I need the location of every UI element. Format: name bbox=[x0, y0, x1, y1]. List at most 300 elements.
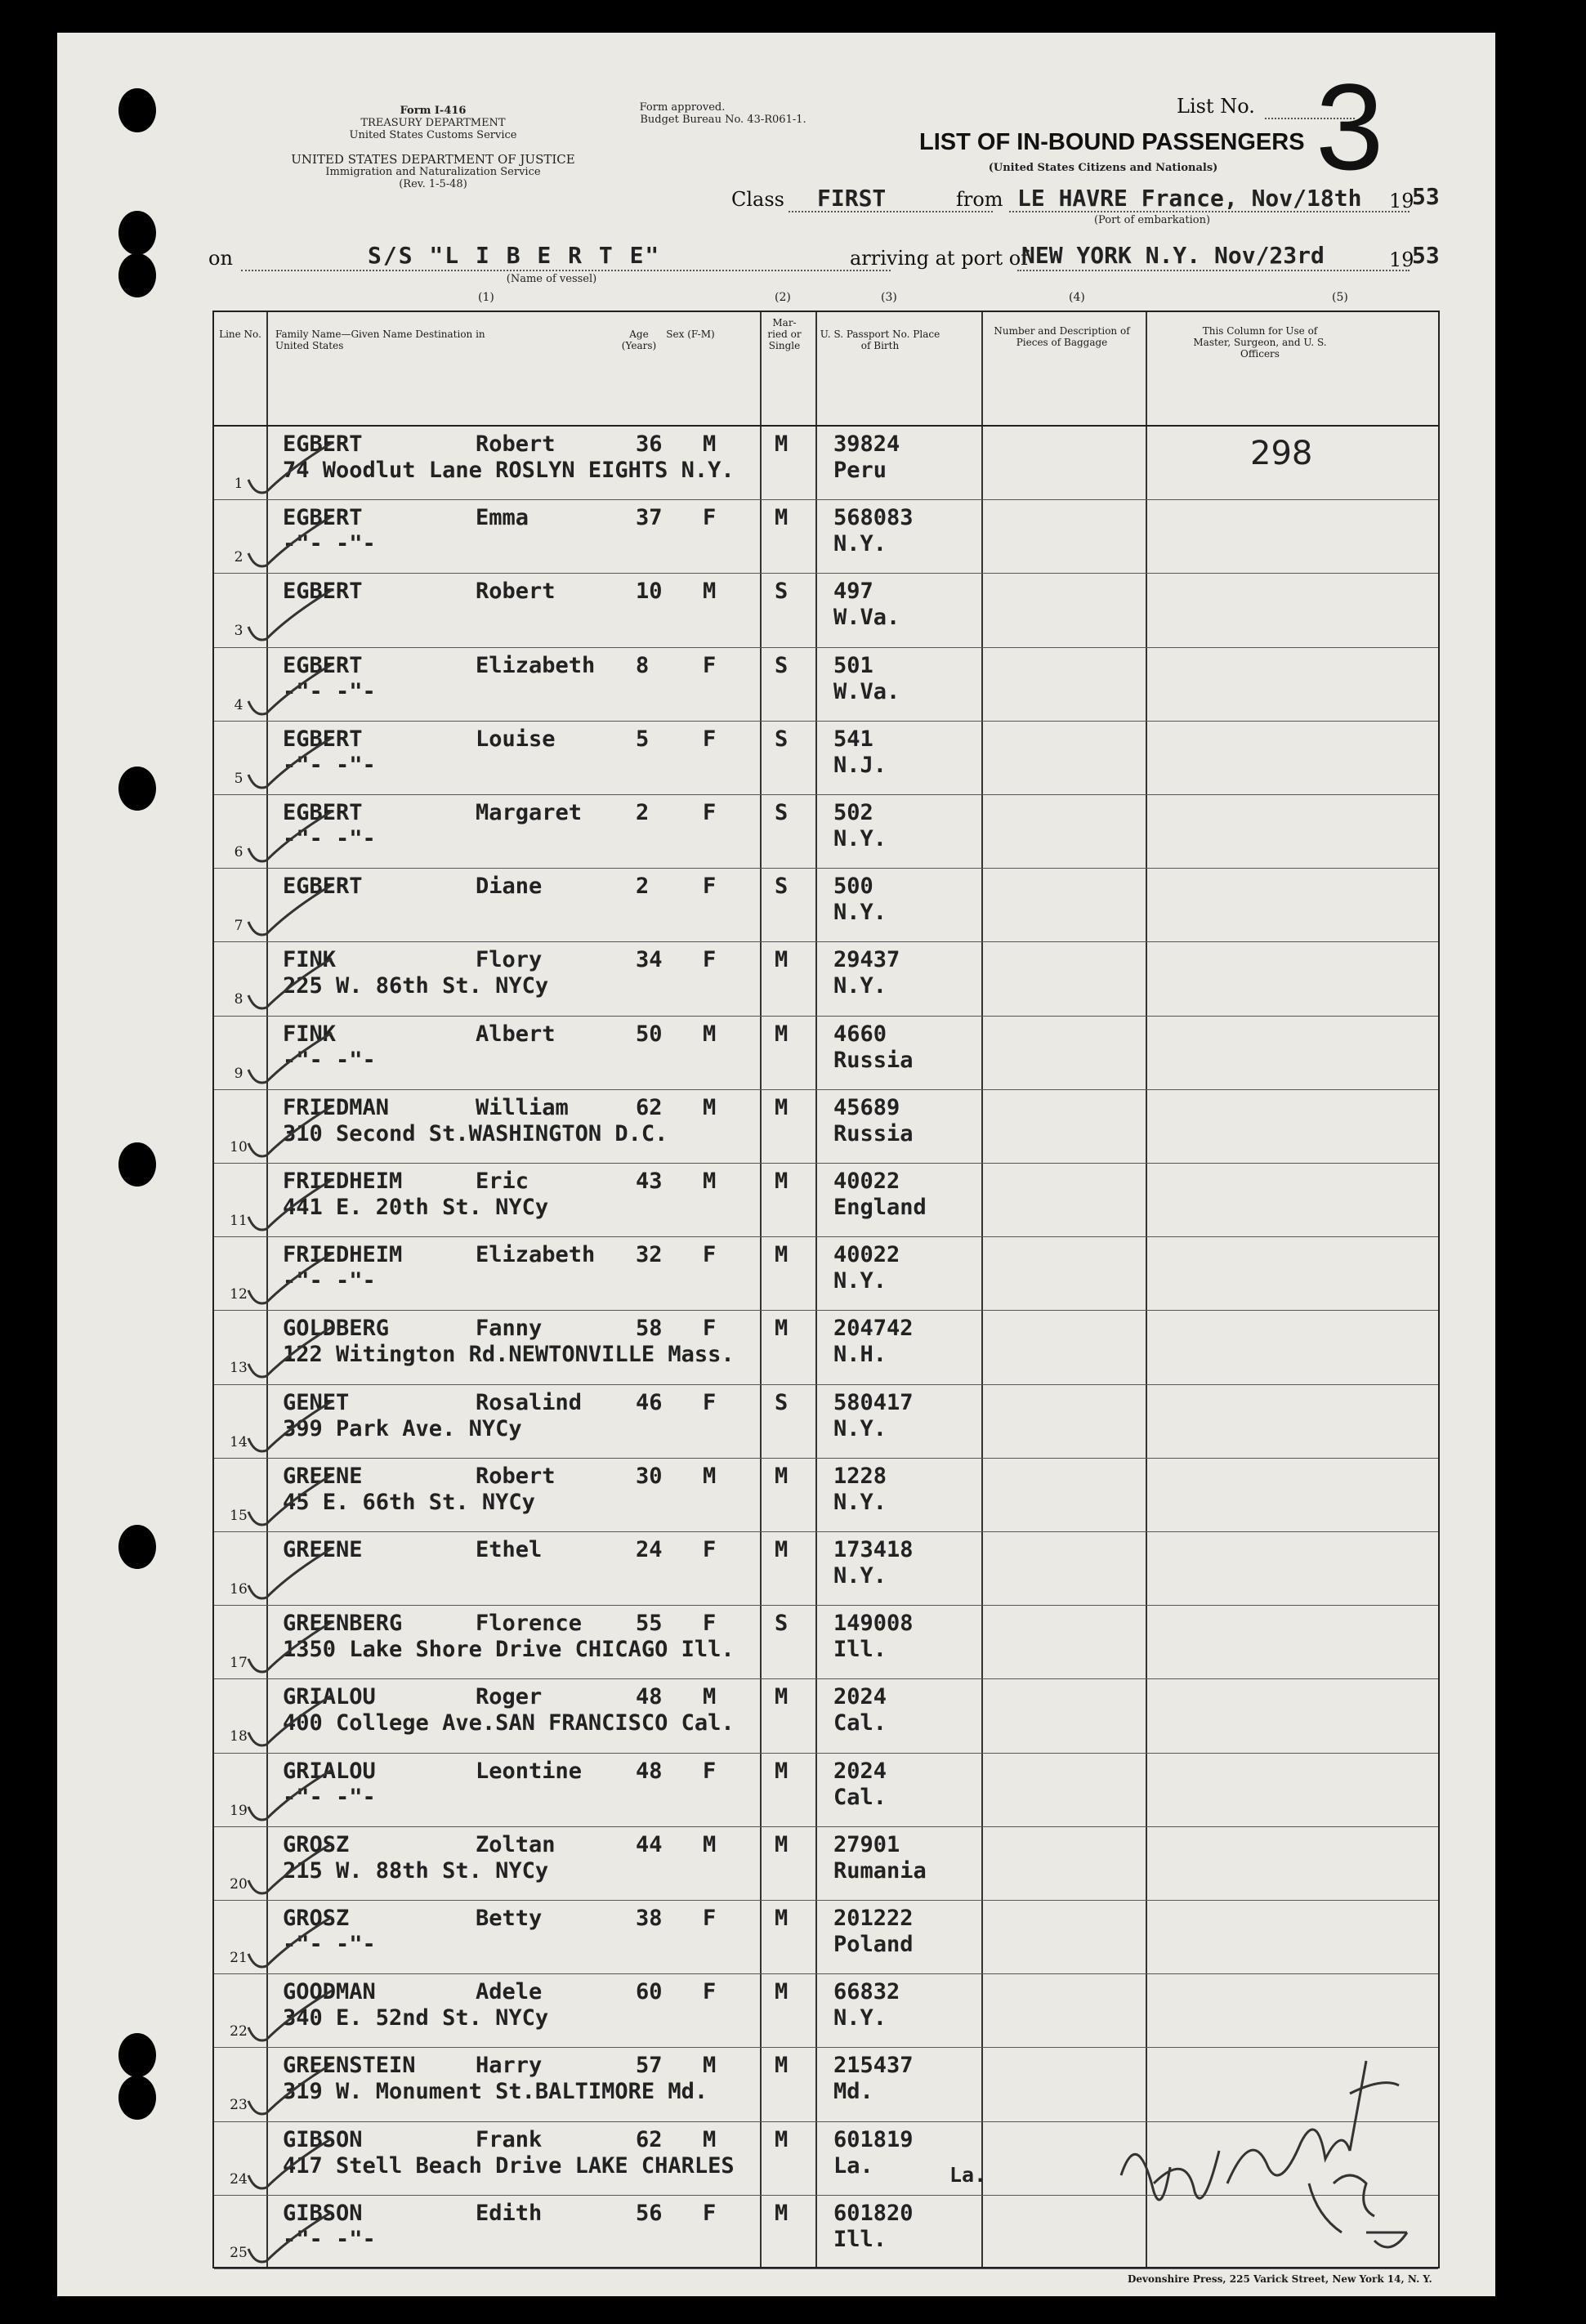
manifest-sheet bbox=[57, 33, 1495, 2296]
marital-status: M bbox=[775, 1831, 789, 1857]
family-name: EGBERT bbox=[283, 726, 363, 752]
given-name: Adele bbox=[476, 1979, 543, 2005]
passport-number: 29437 bbox=[833, 947, 900, 973]
table-row bbox=[214, 648, 1438, 722]
passport-number: 1228 bbox=[833, 1463, 887, 1489]
line-number: 14 bbox=[230, 1433, 248, 1450]
place-of-birth: N.Y. bbox=[833, 973, 887, 999]
class-value: FIRST bbox=[817, 185, 887, 212]
family-name: GREENBERG bbox=[283, 1611, 403, 1637]
table-row bbox=[214, 869, 1438, 942]
col-num-5: (5) bbox=[1332, 291, 1348, 304]
place-of-birth: N.Y. bbox=[833, 900, 887, 926]
check-mark bbox=[242, 1319, 340, 1384]
check-mark bbox=[242, 656, 340, 722]
check-mark bbox=[242, 1098, 340, 1164]
place-of-birth: W.Va. bbox=[833, 678, 900, 704]
check-mark bbox=[242, 1540, 340, 1606]
binder-hole bbox=[118, 2033, 156, 2077]
given-name: Robert bbox=[476, 1463, 556, 1489]
given-name: Diane bbox=[476, 874, 543, 900]
sex: F bbox=[703, 1758, 717, 1784]
marital-status: M bbox=[775, 1758, 789, 1784]
age: 5 bbox=[636, 726, 650, 752]
sex: M bbox=[703, 1831, 717, 1857]
line-number: 10 bbox=[230, 1138, 248, 1155]
given-name: Roger bbox=[476, 1684, 543, 1710]
table-row bbox=[214, 1459, 1438, 1532]
age: 55 bbox=[636, 1611, 663, 1637]
destination: 319 W. Monument St.BALTIMORE Md. bbox=[283, 2079, 708, 2105]
check-mark bbox=[242, 1025, 340, 1090]
age: 36 bbox=[636, 431, 663, 457]
family-name: EGBERT bbox=[283, 652, 363, 678]
age: 56 bbox=[636, 2200, 663, 2226]
place-of-birth: Poland bbox=[833, 1932, 914, 1957]
table-row bbox=[214, 1901, 1438, 1974]
destination: 441 E. 20th St. NYCy bbox=[283, 1195, 549, 1220]
age: 32 bbox=[636, 1242, 663, 1268]
check-mark bbox=[242, 1982, 340, 2048]
family-name: GREENSTEIN bbox=[283, 2053, 416, 2079]
col-num-4: (4) bbox=[1069, 291, 1085, 304]
check-mark bbox=[242, 2204, 340, 2269]
passport-number: 173418 bbox=[833, 1537, 914, 1562]
binder-hole bbox=[118, 1142, 156, 1187]
passport-number: 601819 bbox=[833, 2126, 914, 2152]
marital-status: S bbox=[775, 874, 789, 900]
passport-number: 45689 bbox=[833, 1094, 900, 1120]
binder-hole bbox=[118, 766, 156, 811]
destination: -"- -"- bbox=[283, 1268, 376, 1294]
family-name: FRIEDHEIM bbox=[283, 1169, 403, 1194]
year-prefix: 19 bbox=[1389, 190, 1414, 212]
on-label: on bbox=[208, 247, 233, 270]
given-name: Zoltan bbox=[476, 1831, 556, 1857]
table-row bbox=[214, 1090, 1438, 1164]
given-name: William bbox=[476, 1094, 569, 1120]
given-name: Elizabeth bbox=[476, 1242, 596, 1268]
marital-status: M bbox=[775, 947, 789, 973]
marital-status: M bbox=[775, 2126, 789, 2152]
col-header-age: Age (Years) bbox=[621, 328, 657, 351]
family-name: EGBERT bbox=[283, 874, 363, 900]
marital-status: M bbox=[775, 2200, 789, 2226]
form-number: Form I-416 bbox=[400, 105, 467, 117]
table-row bbox=[214, 1017, 1438, 1090]
sex: M bbox=[703, 579, 717, 605]
age: 62 bbox=[636, 2126, 663, 2152]
marital-status: M bbox=[775, 1169, 789, 1194]
passport-number: 215437 bbox=[833, 2053, 914, 2079]
form-service: United States Customs Service bbox=[349, 129, 517, 141]
marital-status: M bbox=[775, 1684, 789, 1710]
sex: F bbox=[703, 947, 717, 973]
class-label: Class bbox=[731, 188, 784, 211]
marital-status: M bbox=[775, 2053, 789, 2079]
check-mark bbox=[242, 1393, 340, 1459]
place-of-birth: Russia bbox=[833, 1047, 914, 1073]
age: 2 bbox=[636, 800, 650, 825]
marital-status: M bbox=[775, 1094, 789, 1120]
age: 43 bbox=[636, 1169, 663, 1194]
passport-number: 204742 bbox=[833, 1316, 914, 1342]
form-rev: (Rev. 1-5-48) bbox=[399, 178, 467, 190]
check-mark bbox=[242, 435, 340, 500]
line-number: 5 bbox=[234, 770, 243, 787]
line-number: 2 bbox=[234, 549, 243, 566]
given-name: Albert bbox=[476, 1021, 556, 1047]
destination: 417 Stell Beach Drive LAKE CHARLES bbox=[283, 2152, 735, 2179]
family-name: GROSZ bbox=[283, 1906, 350, 1931]
passport-number: 39824 bbox=[833, 431, 900, 457]
age: 50 bbox=[636, 1021, 663, 1047]
family-name: GENET bbox=[283, 1389, 350, 1415]
line-number: 19 bbox=[230, 1802, 248, 1819]
destination: -"- -"- bbox=[283, 2226, 376, 2252]
sex: F bbox=[703, 800, 717, 825]
marital-status: M bbox=[775, 1979, 789, 2005]
sex: M bbox=[703, 1684, 717, 1710]
sex: M bbox=[703, 1094, 717, 1120]
destination: 310 Second St.WASHINGTON D.C. bbox=[283, 1120, 668, 1146]
age: 38 bbox=[636, 1906, 663, 1931]
check-mark bbox=[242, 877, 340, 942]
table-row bbox=[214, 1679, 1438, 1753]
sex: F bbox=[703, 726, 717, 752]
sex: F bbox=[703, 652, 717, 678]
col-num-2: (2) bbox=[775, 291, 791, 304]
place-of-birth: Russia bbox=[833, 1120, 914, 1146]
age: 24 bbox=[636, 1537, 663, 1562]
given-name: Margaret bbox=[476, 800, 583, 825]
port-of-embarkation: LE HAVRE France, Nov/18th bbox=[1017, 185, 1362, 212]
marital-status: M bbox=[775, 1242, 789, 1268]
family-name: FRIEDMAN bbox=[283, 1094, 390, 1120]
port-embark-caption: (Port of embarkation) bbox=[1093, 214, 1211, 226]
line-number: 24 bbox=[230, 2170, 248, 2188]
age: 30 bbox=[636, 1463, 663, 1489]
line-number: 23 bbox=[230, 2097, 248, 2114]
family-name: GIBSON bbox=[283, 2126, 363, 2152]
age: 57 bbox=[636, 2053, 663, 2079]
sex: F bbox=[703, 505, 717, 531]
age: 48 bbox=[636, 1684, 663, 1710]
line-number: 17 bbox=[230, 1655, 248, 1672]
sex: M bbox=[703, 2053, 717, 2079]
place-of-birth: W.Va. bbox=[833, 605, 900, 631]
sex: F bbox=[703, 1537, 717, 1562]
passport-number: 541 bbox=[833, 726, 873, 752]
sex: M bbox=[703, 431, 717, 457]
destination: 215 W. 88th St. NYCy bbox=[283, 1857, 549, 1884]
destination: -"- -"- bbox=[283, 826, 376, 851]
passport-number: 501 bbox=[833, 652, 873, 678]
arrival-year: 53 bbox=[1412, 242, 1440, 269]
destination: 225 W. 86th St. NYCy bbox=[283, 973, 549, 999]
table-row bbox=[214, 942, 1438, 1016]
destination: 74 Woodlut Lane ROSLYN EIGHTS N.Y. bbox=[283, 458, 735, 483]
given-name: Elizabeth bbox=[476, 652, 596, 678]
marital-status: S bbox=[775, 1389, 789, 1415]
table-row bbox=[214, 1385, 1438, 1459]
table-row bbox=[214, 795, 1438, 869]
table-row bbox=[214, 1606, 1438, 1679]
sex: F bbox=[703, 1979, 717, 2005]
table-row bbox=[214, 1237, 1438, 1311]
table-row bbox=[214, 574, 1438, 647]
family-name: GRIALOU bbox=[283, 1758, 376, 1784]
given-name: Eric bbox=[476, 1169, 529, 1194]
col-header-sex: Sex (F-M) bbox=[666, 328, 715, 340]
sex: F bbox=[703, 874, 717, 900]
sex: F bbox=[703, 2200, 717, 2226]
family-name: GROSZ bbox=[283, 1831, 350, 1857]
line-number: 9 bbox=[234, 1065, 243, 1082]
line-number: 1 bbox=[234, 476, 243, 492]
family-name: EGBERT bbox=[283, 579, 363, 605]
given-name: Robert bbox=[476, 579, 556, 605]
passport-number: 4660 bbox=[833, 1021, 887, 1047]
form-ins: Immigration and Naturalization Service bbox=[325, 166, 541, 178]
check-mark bbox=[242, 1172, 340, 1237]
sex: M bbox=[703, 1463, 717, 1489]
passenger-table bbox=[212, 311, 1440, 2268]
marital-status: S bbox=[775, 652, 789, 678]
family-name: FINK bbox=[283, 1021, 337, 1047]
passport-number: 40022 bbox=[833, 1169, 900, 1194]
given-name: Louise bbox=[476, 726, 556, 752]
list-number: 3 bbox=[1316, 58, 1384, 195]
binder-hole bbox=[118, 88, 156, 132]
age: 58 bbox=[636, 1316, 663, 1342]
given-name: Edith bbox=[476, 2200, 543, 2226]
line-number: 3 bbox=[234, 623, 243, 640]
sex: F bbox=[703, 1611, 717, 1637]
age: 46 bbox=[636, 1389, 663, 1415]
given-name: Rosalind bbox=[476, 1389, 583, 1415]
place-of-birth: Rumania bbox=[833, 1857, 927, 1884]
place-of-birth: N.J. bbox=[833, 752, 887, 778]
table-row bbox=[214, 722, 1438, 795]
marital-status: S bbox=[775, 726, 789, 752]
binder-hole bbox=[118, 1525, 156, 1569]
given-name: Betty bbox=[476, 1906, 543, 1931]
destination: 399 Park Ave. NYCy bbox=[283, 1415, 522, 1441]
age: 10 bbox=[636, 579, 663, 605]
passport-number: 497 bbox=[833, 579, 873, 605]
place-of-birth: Cal. bbox=[833, 1710, 887, 1736]
destination: 400 College Ave.SAN FRANCISCO Cal. bbox=[283, 1710, 735, 1736]
destination: 45 E. 66th St. NYCy bbox=[283, 1489, 535, 1515]
age: 8 bbox=[636, 652, 650, 678]
table-row bbox=[214, 1164, 1438, 1237]
family-name: GRIALOU bbox=[283, 1684, 376, 1710]
check-mark bbox=[242, 950, 340, 1016]
passport-number: 580417 bbox=[833, 1389, 914, 1415]
col-num-1: (1) bbox=[478, 291, 494, 304]
given-name: Leontine bbox=[476, 1758, 583, 1784]
passport-number: 27901 bbox=[833, 1831, 900, 1857]
passport-number: 601820 bbox=[833, 2200, 914, 2226]
arrival-year-prefix: 19 bbox=[1389, 248, 1414, 271]
passport-number: 66832 bbox=[833, 1979, 900, 2005]
check-mark bbox=[242, 1687, 340, 1753]
family-name: EGBERT bbox=[283, 800, 363, 825]
place-of-birth: Peru bbox=[833, 458, 887, 483]
family-name: FRIEDHEIM bbox=[283, 1242, 403, 1268]
sex: F bbox=[703, 1906, 717, 1931]
given-name: Florence bbox=[476, 1611, 583, 1637]
place-of-birth: N.Y. bbox=[833, 826, 887, 851]
family-name: EGBERT bbox=[283, 431, 363, 457]
passport-number: 568083 bbox=[833, 505, 914, 531]
passport-number: 500 bbox=[833, 874, 873, 900]
destination: 122 Witington Rd.NEWTONVILLE Mass. bbox=[283, 1342, 735, 1368]
check-mark bbox=[242, 1909, 340, 1974]
check-mark bbox=[242, 1614, 340, 1679]
col-header-line: Line No. bbox=[219, 328, 261, 340]
marital-status: M bbox=[775, 1021, 789, 1047]
passport-number: 2024 bbox=[833, 1684, 887, 1710]
year-value: 53 bbox=[1412, 183, 1440, 210]
line-number: 21 bbox=[230, 1950, 248, 1966]
family-name: GIBSON bbox=[283, 2200, 363, 2226]
destination: -"- -"- bbox=[283, 678, 376, 704]
line-number: 4 bbox=[234, 696, 243, 713]
row-divider bbox=[214, 2268, 1438, 2269]
arriving-label: arriving at port of bbox=[850, 247, 1029, 270]
check-mark bbox=[242, 1245, 340, 1311]
given-name: Robert bbox=[476, 431, 556, 457]
place-of-birth: N.Y. bbox=[833, 1563, 887, 1589]
binder-hole bbox=[118, 253, 156, 297]
place-of-birth: Cal. bbox=[833, 1784, 887, 1810]
marital-status: S bbox=[775, 800, 789, 825]
given-name: Frank bbox=[476, 2126, 543, 2152]
inspector-signature bbox=[1105, 2028, 1432, 2257]
given-name: Flory bbox=[476, 947, 543, 973]
given-name: Ethel bbox=[476, 1537, 543, 1562]
check-mark bbox=[242, 1835, 340, 1901]
destination: -"- -"- bbox=[283, 752, 376, 778]
check-mark bbox=[242, 730, 340, 795]
form-justice: UNITED STATES DEPARTMENT OF JUSTICE bbox=[291, 152, 575, 167]
sex: F bbox=[703, 1389, 717, 1415]
marital-status: M bbox=[775, 1537, 789, 1562]
sex: M bbox=[703, 2126, 717, 2152]
col-header-name: Family Name—Given Name Destination in United States bbox=[275, 328, 485, 351]
form-approved: Form approved. bbox=[639, 101, 726, 114]
line-number: 16 bbox=[230, 1581, 248, 1598]
check-mark bbox=[242, 1467, 340, 1532]
line-number: 20 bbox=[230, 1875, 248, 1893]
passport-number: 149008 bbox=[833, 1611, 914, 1637]
printer-footer: Devonshire Press, 225 Varick Street, New York 14, N. Y. bbox=[1128, 2273, 1432, 2285]
destination: -"- -"- bbox=[283, 1784, 376, 1810]
check-mark bbox=[242, 508, 340, 574]
family-name: EGBERT bbox=[283, 505, 363, 531]
table-row bbox=[214, 1754, 1438, 1827]
line-number: 15 bbox=[230, 1507, 248, 1524]
destination: 1350 Lake Shore Drive CHICAGO Ill. bbox=[283, 1637, 735, 1663]
binder-hole bbox=[118, 211, 156, 255]
age: 48 bbox=[636, 1758, 663, 1784]
destination: 340 E. 52nd St. NYCy bbox=[283, 2005, 549, 2031]
passport-number: 201222 bbox=[833, 1906, 914, 1931]
table-row bbox=[214, 1532, 1438, 1606]
line-number: 6 bbox=[234, 844, 243, 860]
line-number: 25 bbox=[230, 2244, 248, 2261]
table-row bbox=[214, 1311, 1438, 1384]
check-mark bbox=[242, 582, 340, 647]
col-header-baggage: Number and Description of Pieces of Baggage bbox=[994, 325, 1130, 348]
family-name: GOODMAN bbox=[283, 1979, 376, 2005]
place-of-birth: N.Y. bbox=[833, 2005, 887, 2031]
from-label: from bbox=[956, 188, 1003, 211]
place-of-birth: Md. bbox=[833, 2079, 873, 2105]
list-subtitle: (United States Citizens and Nationals) bbox=[988, 162, 1218, 174]
age: 37 bbox=[636, 505, 663, 531]
age: 60 bbox=[636, 1979, 663, 2005]
list-no-label: List No. bbox=[1177, 95, 1255, 118]
vessel-caption: (Name of vessel) bbox=[506, 273, 597, 285]
family-name: GOLDBERG bbox=[283, 1316, 390, 1342]
place-of-birth: N.H. bbox=[833, 1342, 887, 1368]
officer-note: 298 bbox=[1250, 435, 1313, 472]
place-of-birth: La. bbox=[833, 2152, 873, 2179]
check-mark bbox=[242, 2056, 340, 2121]
place-of-birth: N.Y. bbox=[833, 531, 887, 557]
marital-status: M bbox=[775, 1316, 789, 1342]
binder-hole bbox=[118, 2076, 156, 2120]
check-mark bbox=[242, 1762, 340, 1827]
check-mark bbox=[242, 2130, 340, 2196]
check-mark bbox=[242, 803, 340, 869]
destination: -"- -"- bbox=[283, 1932, 376, 1957]
age: 2 bbox=[636, 874, 650, 900]
place-of-birth: N.Y. bbox=[833, 1415, 887, 1441]
col-header-passport: U. S. Passport No. Place of Birth bbox=[820, 328, 940, 351]
family-name: GREENE bbox=[283, 1463, 363, 1489]
line-number: 12 bbox=[230, 1286, 248, 1303]
sex: F bbox=[703, 1242, 717, 1268]
list-title: LIST OF IN-BOUND PASSENGERS bbox=[919, 129, 1305, 155]
age: 62 bbox=[636, 1094, 663, 1120]
line-number: 22 bbox=[230, 2023, 248, 2040]
passport-number: 2024 bbox=[833, 1758, 887, 1784]
place-of-birth: England bbox=[833, 1195, 927, 1220]
given-name: Harry bbox=[476, 2053, 543, 2079]
family-name: GREENE bbox=[283, 1537, 363, 1562]
line-number: 13 bbox=[230, 1360, 248, 1377]
form-budget: Budget Bureau No. 43-R061-1. bbox=[640, 114, 806, 126]
given-name: Emma bbox=[476, 505, 529, 531]
line-number: 18 bbox=[230, 1728, 248, 1745]
arrival-port: NEW YORK N.Y. Nov/23rd bbox=[1021, 242, 1325, 269]
place-of-birth: N.Y. bbox=[833, 1489, 887, 1515]
destination: -"- -"- bbox=[283, 1047, 376, 1073]
row24-extra: La. bbox=[949, 2163, 987, 2187]
line-number: 11 bbox=[230, 1213, 248, 1229]
passport-number: 40022 bbox=[833, 1242, 900, 1268]
sex: F bbox=[703, 1316, 717, 1342]
form-dept: TREASURY DEPARTMENT bbox=[360, 117, 506, 129]
sex: M bbox=[703, 1169, 717, 1194]
col-header-officers: This Column for Use of Master, Surgeon, and U. S. Officers bbox=[1193, 325, 1327, 360]
given-name: Fanny bbox=[476, 1316, 543, 1342]
age: 34 bbox=[636, 947, 663, 973]
